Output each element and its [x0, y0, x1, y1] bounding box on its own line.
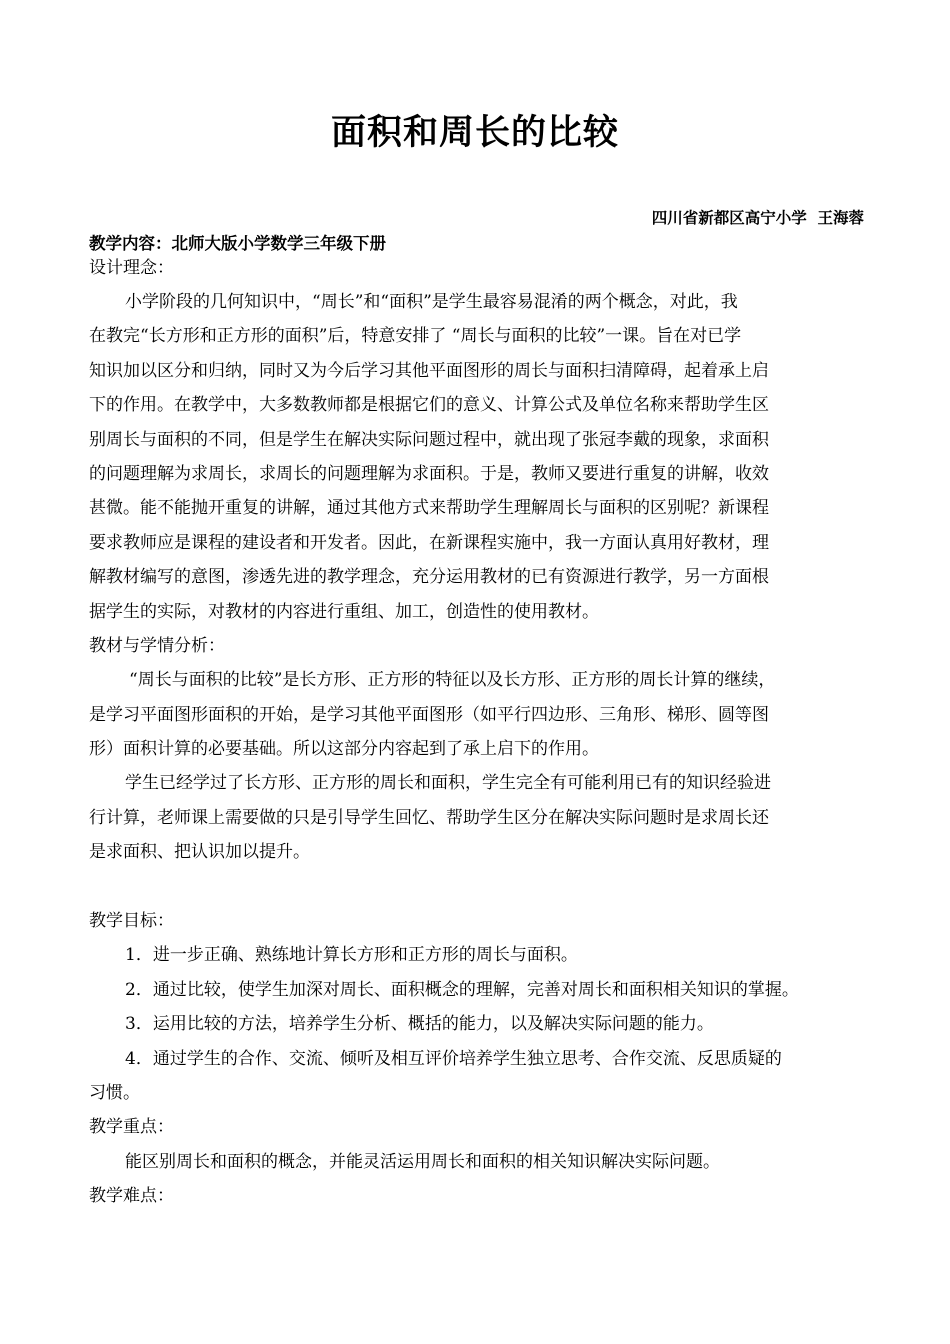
teaching-content-line: 教学内容：北师大版小学数学三年级下册 — [89, 234, 386, 253]
section-heading-analysis: 教材与学情分析： — [89, 635, 225, 656]
paragraph-line: 小学阶段的几何知识中，“周长”和“面积”是学生最容易混淆的两个概念，对此，我 — [125, 292, 738, 312]
paragraph-line: 行计算，老师课上需要做的只是引导学生回忆、帮助学生区分在解决实际问题时是求周长还 — [89, 807, 769, 828]
goal-item: 3．运用比较的方法，培养学生分析、概括的能力，以及解决实际问题的能力。 — [125, 1014, 714, 1035]
paragraph-line: 知识加以区分和归纳，同时又为今后学习其他平面图形的周长与面积扫清障碍，起着承上启 — [89, 360, 769, 381]
author-line: 四川省新都区高宁小学 王海蓉 — [651, 209, 864, 227]
paragraph-line: 要求教师应是课程的建设者和开发者。因此，在新课程实施中，我一方面认真用好教材，理 — [89, 532, 769, 553]
section-heading-difficulty: 教学难点： — [89, 1186, 174, 1207]
paragraph-line: 是学习平面图形面积的开始，是学习其他平面图形（如平行四边形、三角形、梯形、圆等图 — [89, 704, 769, 725]
paragraph-line: 形）面积计算的必要基础。所以这部分内容起到了承上启下的作用。 — [89, 739, 599, 760]
section-heading-goals: 教学目标： — [89, 911, 174, 932]
document-body — [89, 232, 864, 280]
paragraph-line: 在教完“长方形和正方形的面积”后，特意安排了 “周长与面积的比较”一课。旨在对已学 — [89, 326, 742, 347]
goal-item: 2．通过比较，使学生加深对周长、面积概念的理解，完善对周长和面积相关知识的掌握。 — [125, 979, 799, 1000]
document-title: 面积和周长的比较 — [330, 113, 619, 153]
blank-line — [89, 870, 864, 904]
paragraph-line: 别周长与面积的不同，但是学生在解决实际问题过程中，就出现了张冠李戴的现象，求面积 — [89, 429, 769, 450]
paragraph-line: 据学生的实际，对教材的内容进行重组、加工，创造性的使用教材。 — [89, 601, 599, 622]
design-paragraph — [89, 285, 864, 1214]
paragraph-line: “周长与面积的比较”是长方形、正方形的特征以及长方形、正方形的周长计算的继续， — [129, 670, 776, 691]
section-heading-key: 教学重点： — [89, 1117, 174, 1138]
key-point-line: 能区别周长和面积的概念，并能灵活运用周长和面积的相关知识解决实际问题。 — [125, 1151, 720, 1172]
goal-item: 1．进一步正确、熟练地计算长方形和正方形的周长与面积。 — [125, 945, 578, 966]
paragraph-line: 是求面积、把认识加以提升。 — [89, 842, 310, 863]
paragraph-line: 下的作用。在教学中，大多数教师都是根据它们的意义、计算公式及单位名称来帮助学生区 — [89, 395, 769, 416]
paragraph-line: 的问题理解为求周长，求周长的问题理解为求面积。于是，教师又要进行重复的讲解，收效 — [89, 463, 769, 484]
goal-item: 4．通过学生的合作、交流、倾听及相互评价培养学生独立思考、合作交流、反思质疑的 — [125, 1048, 782, 1069]
paragraph-line: 甚微。能不能抛开重复的讲解，通过其他方式来帮助学生理解周长与面积的区别呢？新课程 — [89, 498, 769, 519]
section-heading-design: 设计理念： — [89, 258, 174, 278]
paragraph-line: 解教材编写的意图，渗透先进的教学理念，充分运用教材的已有资源进行教学，另一方面根 — [89, 567, 769, 588]
goal-item-continuation: 习惯。 — [89, 1082, 140, 1103]
paragraph-line: 学生已经学过了长方形、正方形的周长和面积，学生完全有可能利用已有的知识经验进 — [125, 773, 771, 794]
